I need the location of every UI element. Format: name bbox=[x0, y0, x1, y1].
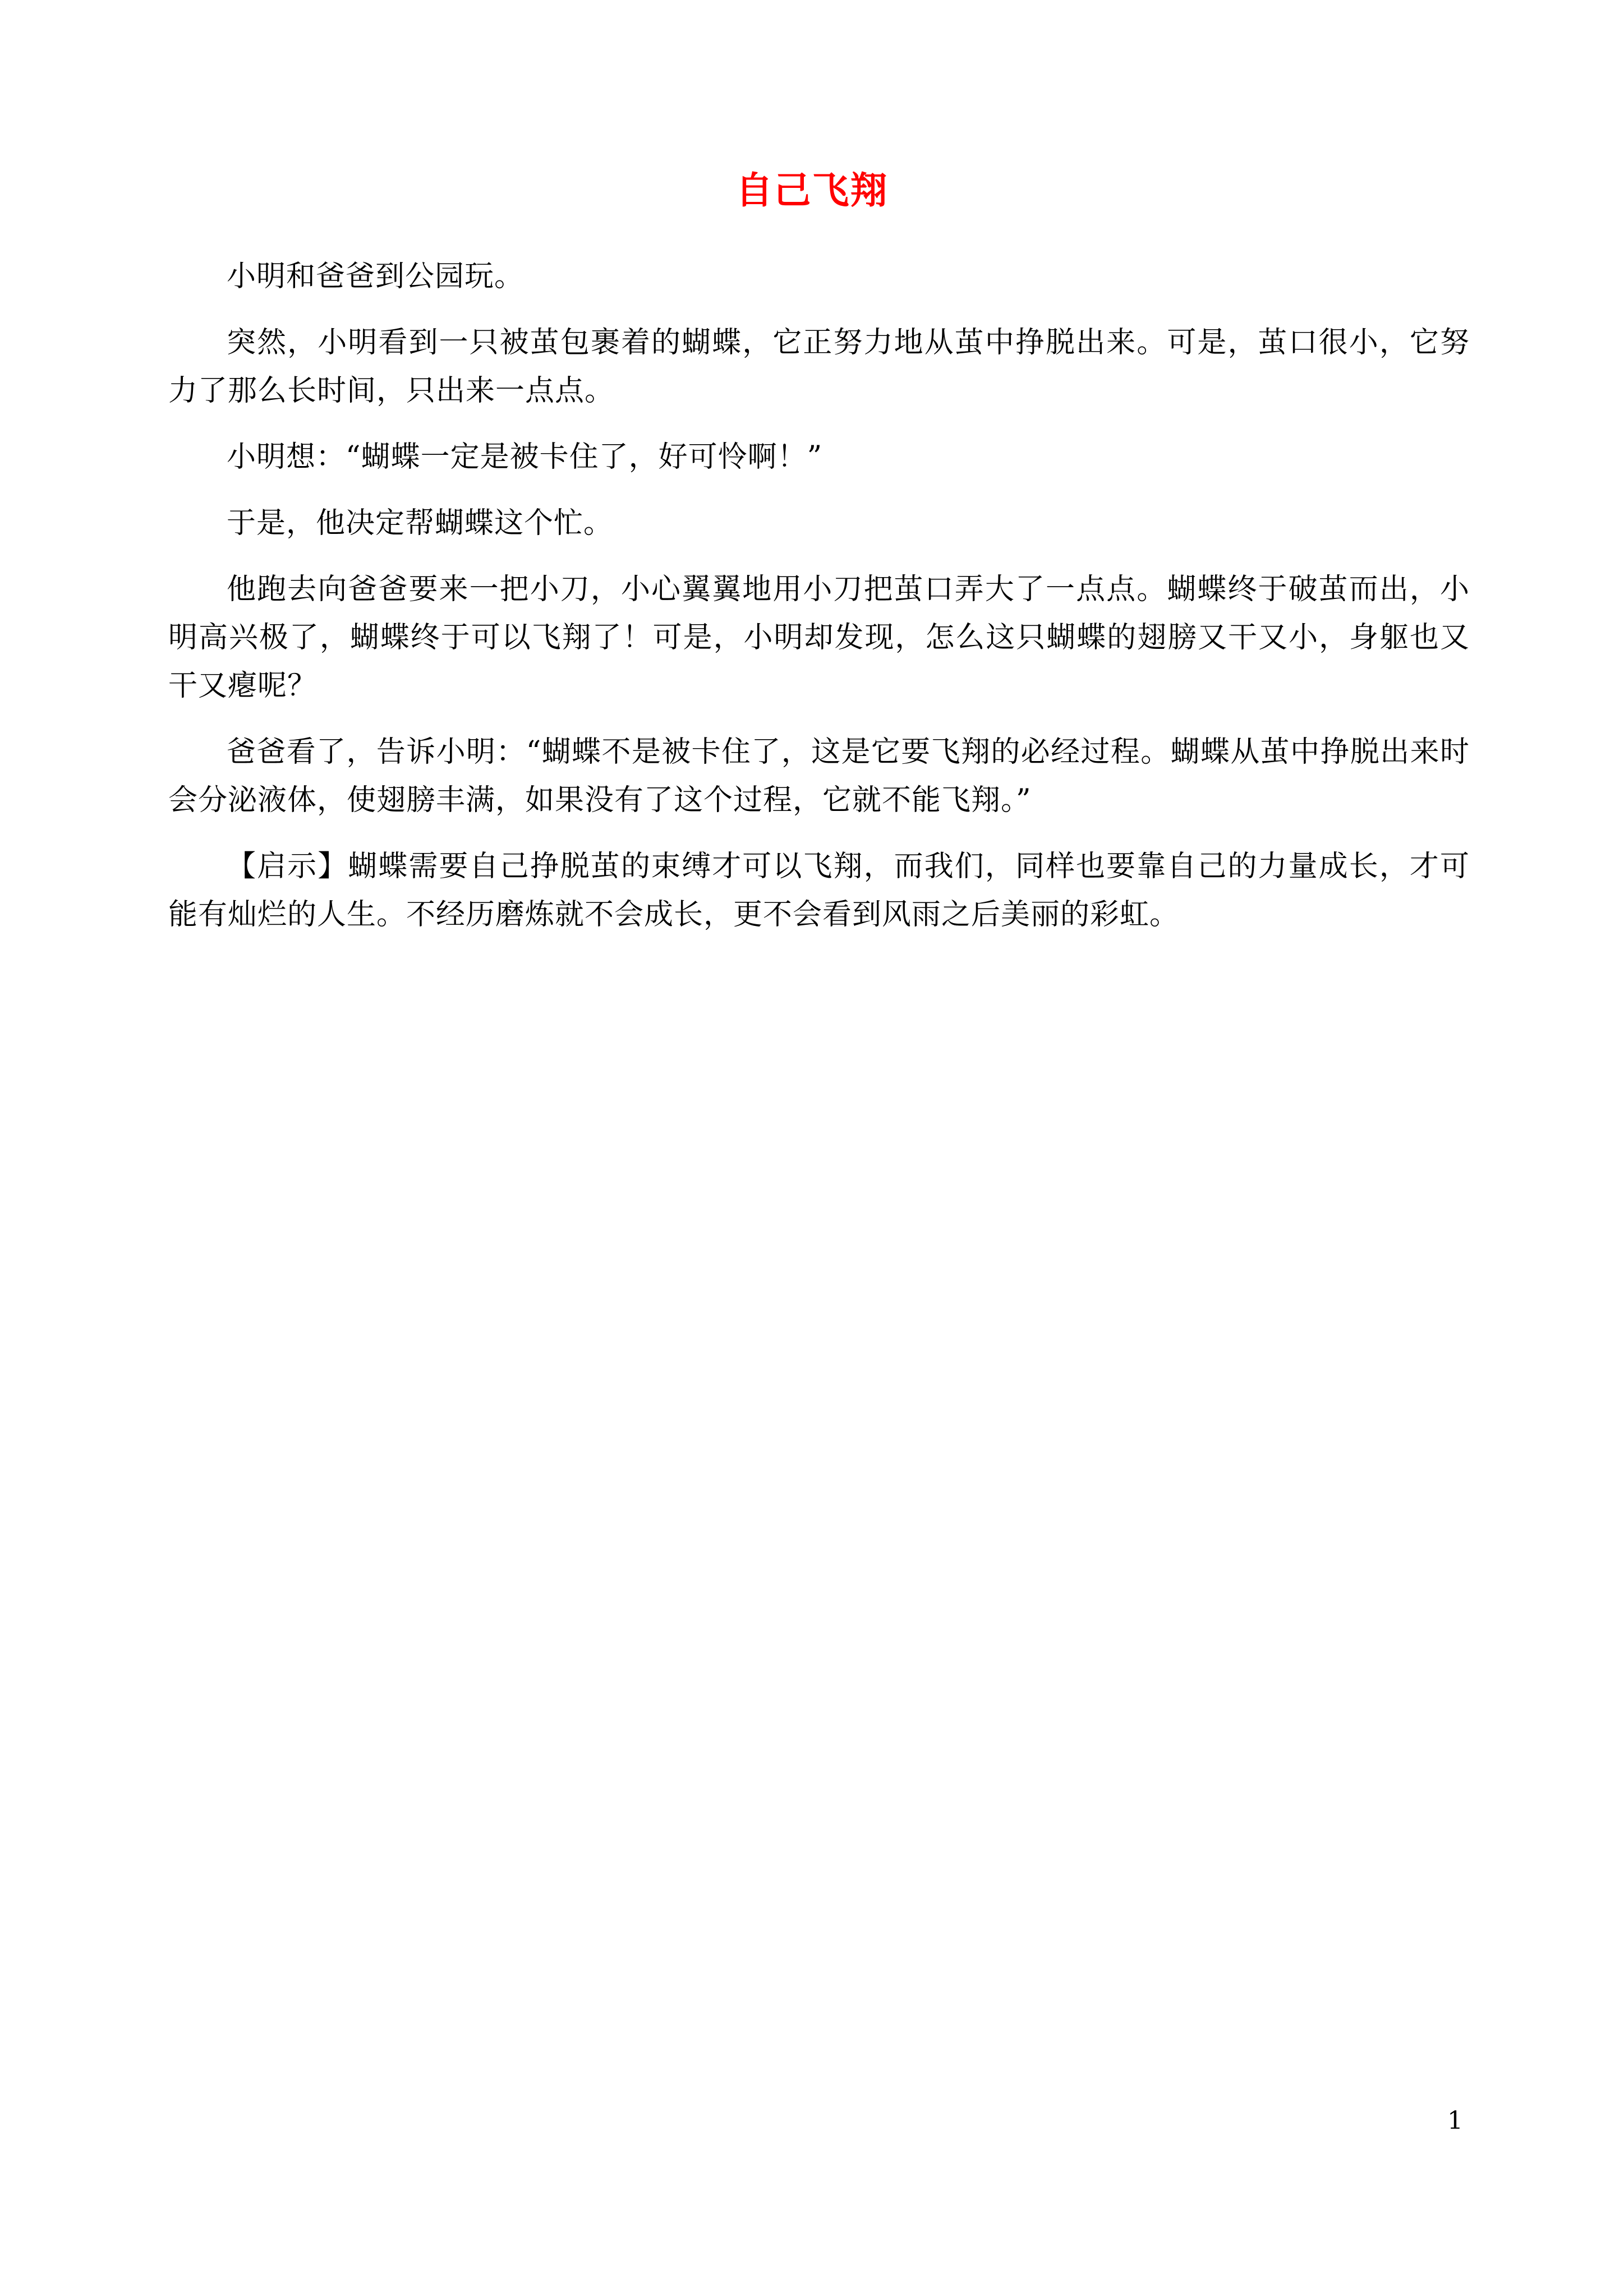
insight-paragraph: 【启示】蝴蝶需要自己挣脱茧的束缚才可以飞翔，而我们，同样也要靠自己的力量成长，才可能有灿烂的人生。不经历磨炼就不会成长，更不会看到风雨之后美丽的彩虹。 bbox=[168, 850, 1470, 932]
paragraph: 他跑去向爸爸要来一把小刀，小心翼翼地用小刀把茧口弄大了一点点。蝴蝶终于破茧而出，小明高兴极了，蝴蝶终于可以飞翔了！可是，小明却发现，怎么这只蝴蝶的翅膀又干又小，身躯也又干又瘪呢？ bbox=[168, 573, 1470, 703]
document-title: 自己飞翔 bbox=[735, 168, 889, 212]
paragraph: 突然，小明看到一只被茧包裹着的蝴蝶，它正努力地从茧中挣脱出来。可是，茧口很小，它努力了那么长时间，只出来一点点。 bbox=[168, 326, 1470, 408]
paragraph: 小明想：“蝴蝶一定是被卡住了，好可怜啊！” bbox=[227, 440, 823, 474]
paragraph: 小明和爸爸到公园玩。 bbox=[227, 260, 525, 293]
paragraph: 于是，他决定帮蝴蝶这个忙。 bbox=[227, 506, 614, 540]
page-number: 1 bbox=[1447, 2106, 1463, 2135]
paragraph: 爸爸看了，告诉小明：“蝴蝶不是被卡住了，这是它要飞翔的必经过程。蝴蝶从茧中挣脱出来时会分泌液体，使翅膀丰满，如果没有了这个过程，它就不能飞翔。” bbox=[168, 735, 1470, 817]
document-body bbox=[168, 252, 1470, 957]
